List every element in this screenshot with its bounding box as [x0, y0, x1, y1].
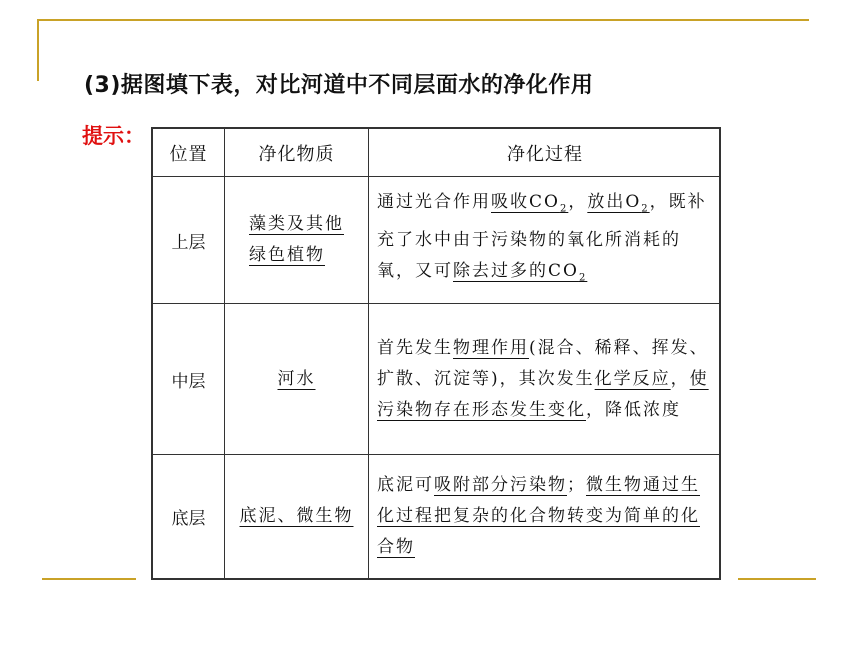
process-plain: ；	[567, 475, 586, 495]
material-text	[249, 209, 344, 271]
process-underlined: 物理作用	[453, 337, 529, 358]
process-plain: 通过光合作用	[377, 192, 491, 213]
question-text: (3)据图填下表，对比河道中不同层面水的净化作用	[84, 73, 594, 98]
material-cell	[225, 177, 369, 303]
table-row-bottom	[153, 455, 719, 578]
process-plain: ，降低浓度	[586, 399, 681, 420]
process-text	[377, 333, 713, 426]
process-underlined: 吸附部分污染物	[434, 475, 567, 495]
co2-remove: 除去过多的CO	[453, 260, 579, 281]
process-underlined	[453, 261, 587, 281]
material-text: 河水	[277, 368, 316, 389]
purification-table	[151, 127, 721, 580]
table-row-upper	[153, 177, 719, 304]
bottom-right-decorative-line	[738, 578, 816, 580]
process-cell	[369, 304, 719, 454]
process-underlined: 微生物通过生化过程把复杂的化合物转变为简单的化合物	[377, 475, 700, 557]
process-plain: 首先发生	[377, 337, 453, 358]
process-plain: ，	[568, 192, 588, 213]
process-text	[377, 187, 713, 293]
header-position: 位置	[153, 129, 225, 176]
process-plain: (混合、稀释、挥发、扩散、沉淀等)，其次发生	[377, 337, 709, 389]
subscript: 2	[559, 203, 569, 215]
header-material: 净化物质	[225, 129, 369, 176]
process-cell	[369, 177, 719, 303]
position-cell: 上层	[153, 177, 225, 303]
process-underlined: 使污染物存在形态发生变化	[377, 368, 709, 420]
material-line-2: 绿色植物	[249, 245, 325, 265]
material-cell	[225, 455, 369, 578]
subscript: 2	[578, 271, 588, 283]
top-decorative-line	[37, 19, 809, 21]
process-underlined: 化学反应	[594, 368, 671, 389]
co2-absorb: 吸收CO	[491, 192, 560, 213]
position-cell: 底层	[153, 455, 225, 578]
o2-release: 放出O	[587, 192, 642, 213]
left-decorative-line	[37, 19, 39, 81]
subscript: 2	[641, 203, 650, 215]
bottom-left-decorative-line	[42, 578, 136, 580]
process-text	[377, 470, 713, 563]
process-plain: ，既补充了水中由于污染物的氧化所消耗的氧，又可	[377, 192, 707, 281]
hint-label: 提示：	[82, 124, 145, 148]
process-plain: 底泥可	[377, 475, 434, 495]
material-line-1: 藻类及其他	[249, 214, 344, 234]
process-underlined	[491, 192, 569, 215]
process-underlined	[587, 192, 650, 215]
process-plain: ，	[670, 368, 690, 389]
material-text: 底泥、微生物	[239, 506, 354, 526]
table-row-middle	[153, 304, 719, 455]
process-cell	[369, 455, 719, 578]
table-header-row	[153, 129, 719, 177]
position-cell: 中层	[153, 304, 225, 454]
material-cell	[225, 304, 369, 454]
header-process: 净化过程	[507, 143, 583, 165]
